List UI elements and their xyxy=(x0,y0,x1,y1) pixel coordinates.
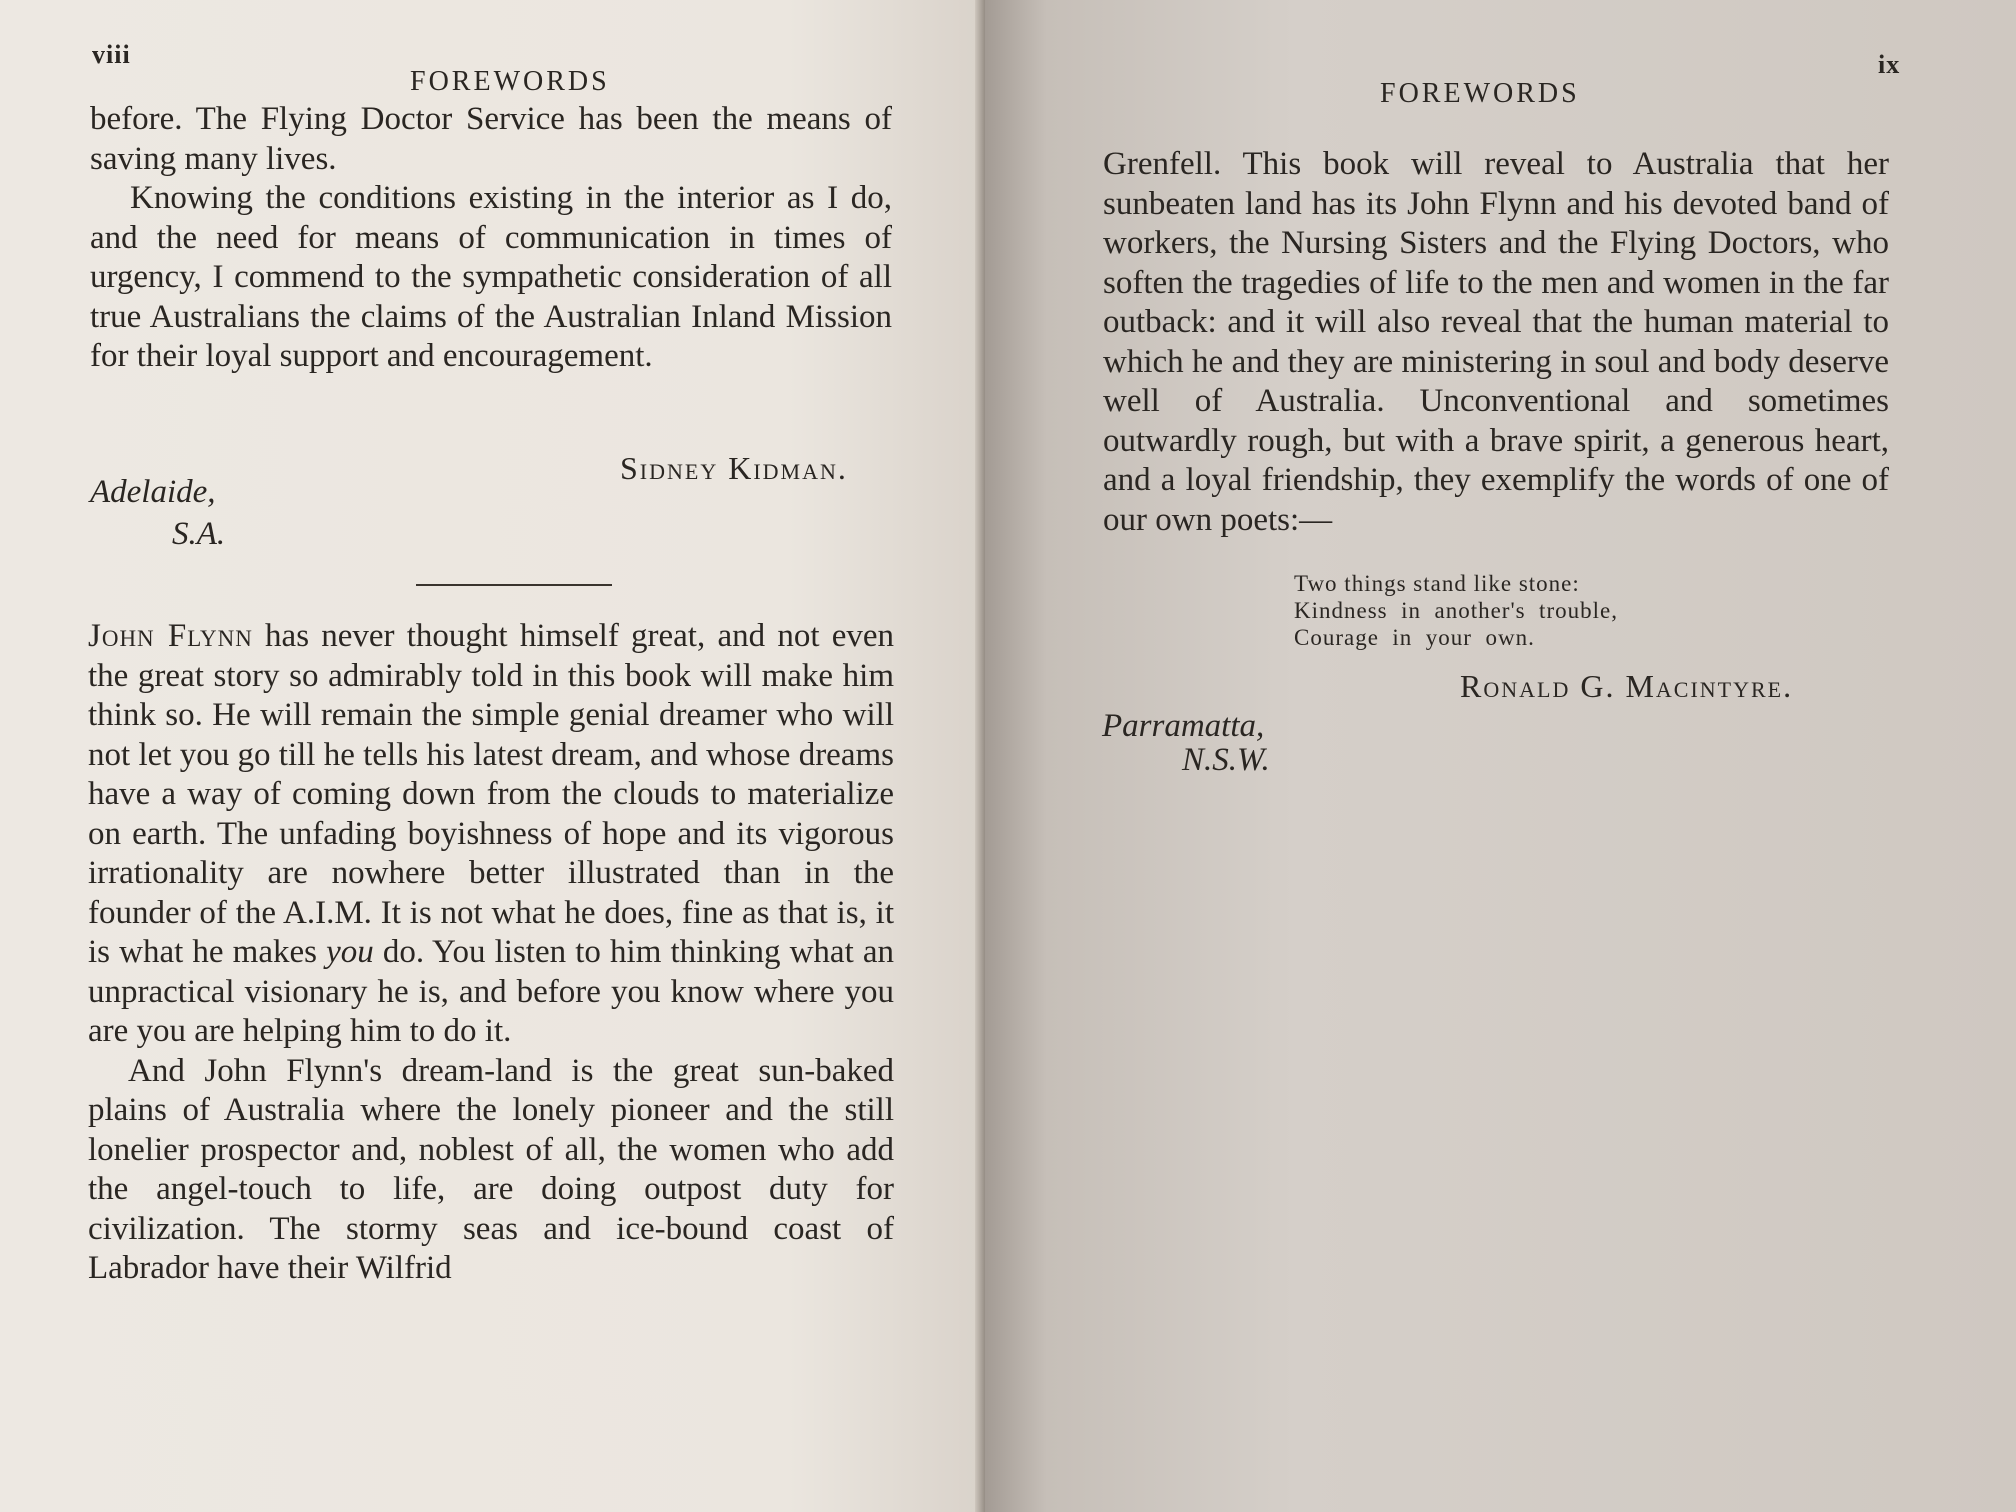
running-head: FOREWORDS xyxy=(410,66,610,97)
place-line: N.S.W. xyxy=(1182,742,1270,778)
poem-line: Courage in your own. xyxy=(1294,625,1535,650)
name-smallcaps: John Flynn xyxy=(88,618,253,654)
place-line: S.A. xyxy=(172,516,226,552)
paragraph: Grenfell. This book will reveal to Australia that her sunbeaten land has its John Flynn and his devoted band of workers, the Nursing Sisters and the Flying Doctors, who soften the tragedies of life to the men and women in the far outback: and it will also reveal that the human material to which he and they are ministering in soul and body deserve well of Australia. Unconventional and sometimes outwardly rough, but with a brave spirit, a generous heart, and a loyal friendship, they exemplify the words of one of our own poets:— xyxy=(1103,146,1889,538)
signature: Sidney Kidman. xyxy=(620,450,848,486)
right-page xyxy=(985,0,2016,1512)
text-block-bottom xyxy=(88,617,894,1289)
text-block-top xyxy=(90,100,892,377)
text-block xyxy=(1103,145,1889,540)
paragraph: Knowing the conditions existing in the interior as I do, and the need for means of communication in times of urgency, I commend to the sympathetic consideration of all true Australians the claims of the Australian Inland Mission for their loyal support and encouragement. xyxy=(90,180,892,374)
running-head: FOREWORDS xyxy=(1380,78,1580,109)
paragraph: John Flynn has never thought himself great, and not even the great story so admirably told in this book will make him think so. He will remain the simple genial dreamer who will not let you go till he tells his latest dream, and whose dreams have a way of coming down from the clouds to materialize on earth. The unfading boyishness of hope and its vigorous irrationality are nowhere better illustrated than in the founder of the A.I.M. It is not what he does, fine as that is, it is what he makes you do. You listen to him thinking what an unpractical visionary he is, and before you know where you are you are helping him to do it. xyxy=(88,618,895,1049)
signature: Ronald G. Macintyre. xyxy=(1460,668,1794,704)
poem-line: Two things stand like stone: xyxy=(1294,571,1580,596)
place-line: Adelaide, xyxy=(90,474,216,510)
paragraph: before. The Flying Doctor Service has been the means of saving many lives. xyxy=(90,101,892,177)
poem-quote xyxy=(1294,570,1618,651)
section-divider xyxy=(416,584,612,586)
paragraph: And John Flynn's dream-land is the great sun-baked plains of Australia where the lonely pioneer and the still lonelier prospector and, noblest of all, the women who add the angel-touch to life, are doing outpost duty for civilization. The stormy seas and ice-bound coast of Labrador have their Wilfrid xyxy=(88,1052,894,1286)
page-number: viii xyxy=(92,40,131,69)
page-number: ix xyxy=(1878,50,1901,79)
left-page xyxy=(0,0,985,1512)
place-line: Parramatta, xyxy=(1102,708,1265,744)
poem-line: Kindness in another's trouble, xyxy=(1294,598,1618,623)
